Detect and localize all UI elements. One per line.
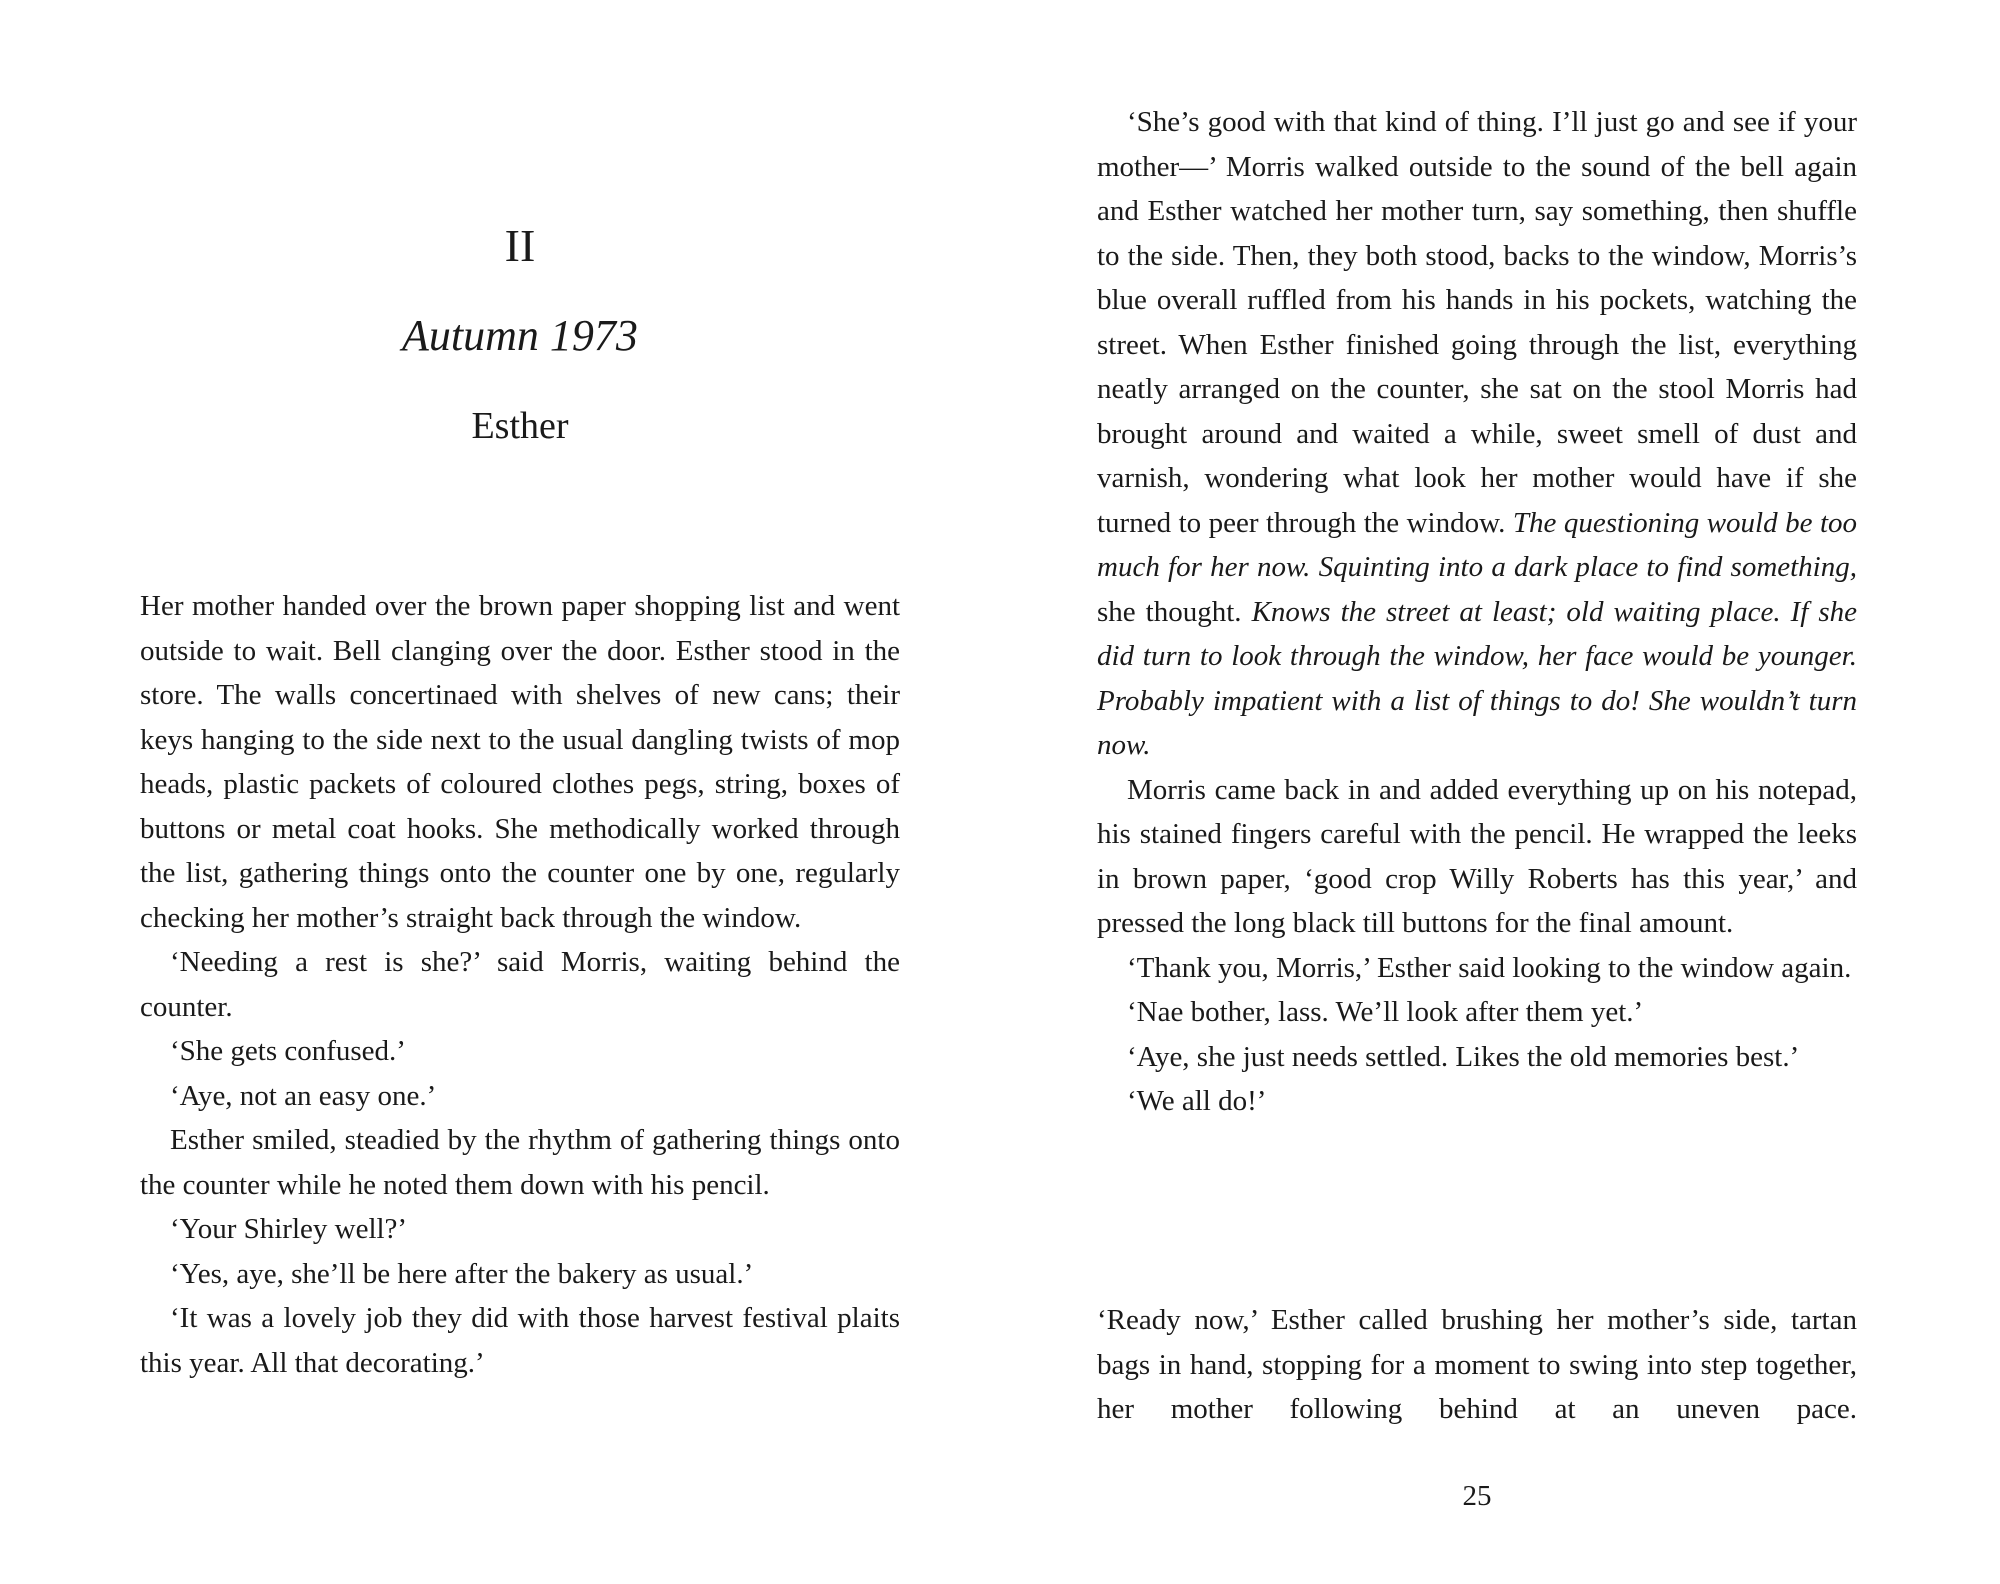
paragraph: ‘It was a lovely job they did with those harvest festival plaits this year. All that decorating.’ — [140, 1302, 900, 1379]
page-number: 25 — [1462, 1480, 1492, 1512]
paragraph — [1097, 100, 1857, 768]
paragraph: ‘Ready now,’ Esther called brushing her mother’s side, tartan bags in hand, stopping for a moment to swing into step together, her mother following behind at an uneven pace. — [1097, 1304, 1857, 1425]
paragraph: Her mother handed over the brown paper shopping list and went outside to wait. Bell clanging over the door. Esther stood in the store. The walls concertinaed with shelves of new cans; their keys hanging to the side next to the usual dangling twists of mop heads, plastic packets of coloured clothes pegs, string, boxes of buttons or metal coat hooks. She methodically worked through the list, gathering things onto the counter one by one, regularly checking her mother’s straight back through the window. — [140, 590, 900, 934]
paragraph: ‘Aye, she just needs settled. Likes the old memories best.’ — [1127, 1040, 1800, 1073]
paragraph: ‘We all do!’ — [1127, 1085, 1267, 1117]
chapter-season: Autumn 1973 — [402, 311, 638, 360]
left-page-body — [140, 584, 900, 1385]
chapter-number: II — [504, 220, 536, 271]
paragraph: ‘Needing a rest is she?’ said Morris, waiting behind the counter. — [140, 946, 900, 1023]
chapter-name: Esther — [471, 405, 569, 447]
paragraph-text: she thought. — [1097, 595, 1242, 628]
paragraph: ‘Your Shirley well?’ — [170, 1213, 408, 1245]
paragraph: ‘Nae bother, lass. We’ll look after them yet.’ — [1127, 996, 1644, 1028]
paragraph: ‘Aye, not an easy one.’ — [170, 1079, 437, 1112]
paragraph: Morris came back in and added everything up on his notepad, his stained fingers careful with the pencil. He wrapped the leeks in brown paper, ‘good crop Willy Roberts has this year,’ and pressed the long black till buttons for the final amount. — [1097, 773, 1857, 939]
right-page-section-break-body — [1097, 1298, 1857, 1432]
paragraph-text: ‘She’s good with that kind of thing. I’ll just go and see if your mother—’ Morris walked outside to the sound of the bell again and Esther watched her mother turn, say something, then shuffle to the side. Then, they both stood, backs to the window, Morris’s blue overall ruffled from his hands in his pockets, watching the street. When Esther finished going through the list, everything neatly arranged on the counter, she sat on the stool Morris had brought around and waited a while, sweet smell of dust and varnish, wondering what look her mother would have if she turned to peer through the window. — [1097, 106, 1857, 539]
paragraph: ‘Yes, aye, she’ll be here after the bakery as usual.’ — [170, 1257, 754, 1290]
paragraph: ‘Thank you, Morris,’ Esther said looking to the window again. — [1127, 951, 1852, 984]
right-page-body — [1097, 100, 1857, 1124]
paragraph: Esther smiled, steadied by the rhythm of gathering things onto the counter while he noted them down with his pencil. — [140, 1124, 900, 1201]
italic-thought: The questioning would be too much for her now. Squinting into a dark place to find something, — [1097, 506, 1857, 583]
paragraph: ‘She gets confused.’ — [170, 1035, 406, 1067]
italic-thought: Knows the street at least; old waiting place. If she did turn to look through the window, her face would be younger. Probably impatient with a list of things to do! She wouldn’t turn now. — [1097, 595, 1858, 761]
